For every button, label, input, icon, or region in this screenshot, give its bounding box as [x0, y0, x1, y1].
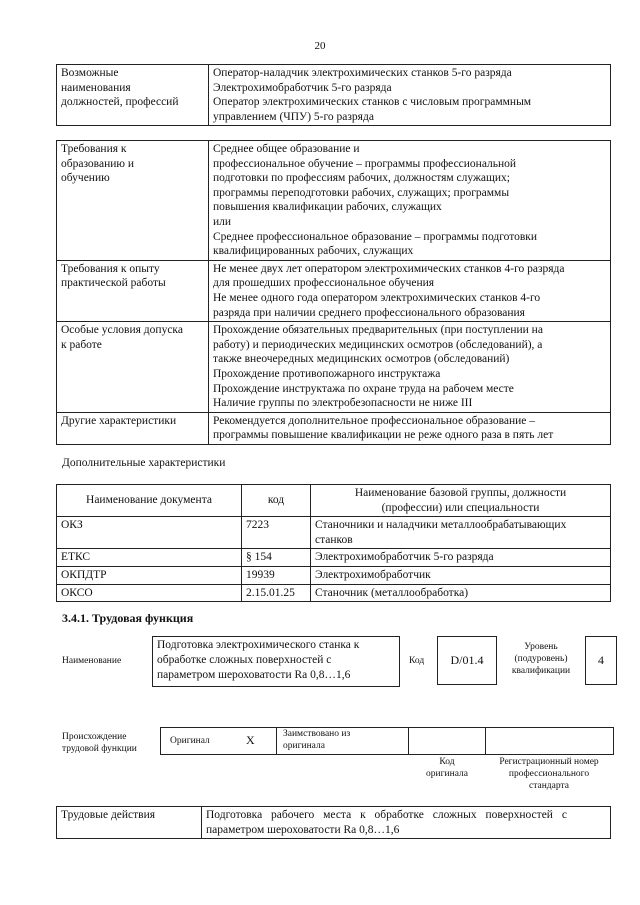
experience-value: Не менее двух лет оператором электрохимических станков 4-го разряда для прошедших профессиональное обучения Не менее одного года оператором электрохимических станков 4-го разряда при наличии среднего профессионального образования	[209, 260, 611, 321]
level-label: Уровень (подуровень) квалификации	[511, 642, 571, 676]
labor-actions-table	[56, 806, 611, 839]
original-label: Оригинал	[170, 736, 210, 746]
reg-number-caption: Регистрационный номер профессионального стандарта	[499, 757, 599, 791]
code-cell: § 154	[242, 549, 311, 567]
page-number: 20	[314, 40, 326, 52]
positions-table	[56, 64, 611, 126]
doc-cell: ОКПДТР	[57, 566, 242, 584]
education-label: Требования к образованию и обучению	[57, 141, 209, 261]
table-row	[57, 517, 611, 549]
code-cell: 19939	[242, 566, 311, 584]
section-title: Дополнительные характеристики	[62, 457, 226, 469]
table-row	[57, 807, 611, 839]
admission-label: Особые условия допуска к работе	[57, 322, 209, 413]
other-label: Другие характеристики	[57, 412, 209, 444]
table-header-row	[57, 485, 611, 517]
code-cell: 7223	[242, 517, 311, 549]
labor-actions-value: Подготовка рабочего места к обработке сложных поверхностей с параметром шероховатости Ra 0,8…1,6	[202, 807, 611, 839]
table-row	[57, 322, 611, 413]
divider	[485, 727, 486, 754]
positions-label: Возможные наименования должностей, профессий	[57, 65, 209, 126]
doc-cell: ЕТКС	[57, 549, 242, 567]
col-header-code: код	[242, 485, 311, 517]
table-row	[57, 549, 611, 567]
name-cell: Станочники и наладчики металлообрабатывающих станков	[311, 517, 611, 549]
borrowed-label: Заимствовано из оригинала	[283, 729, 351, 751]
table-row	[57, 260, 611, 321]
code-label: Код	[409, 656, 425, 666]
name-cell: Станочник (металлообработка)	[311, 584, 611, 602]
code-cell: 2.15.01.25	[242, 584, 311, 602]
education-value: Среднее общее образование и профессиональное обучение – программы профессиональной подготовки по профессиям рабочих, должностям служащих; программы переподготовки рабочих, служащих; программы повышения квалификации рабочих, служащих или Среднее профессиональное образование – программы подготовки квалифицированных рабочих, служащих	[209, 141, 611, 261]
table-row	[57, 584, 611, 602]
table-row	[57, 566, 611, 584]
doc-cell: ОКЗ	[57, 517, 242, 549]
table-row	[57, 412, 611, 444]
classifiers-table	[56, 484, 611, 602]
other-value: Рекомендуется дополнительное профессиональное образование – программы повышение квалификации не реже одного раза в пять лет	[209, 412, 611, 444]
name-cell: Электрохимобработчик	[311, 566, 611, 584]
divider	[276, 727, 277, 754]
doc-cell: ОКСО	[57, 584, 242, 602]
original-mark: X	[246, 733, 255, 747]
function-name-box: Подготовка электрохимического станка к обработке сложных поверхностей с параметром шероховатости Ra 0,8…1,6	[152, 636, 400, 687]
name-label: Наименование	[62, 656, 122, 666]
divider	[408, 727, 409, 754]
admission-value: Прохождение обязательных предварительных (при поступлении на работу) и периодических медицинских осмотров (обследований), а также внеочередных медицинских осмотров (обследований) Прохождение противопожарного инструктажа Прохождение инструктажа по охране труда на рабочем месте Наличие группы по электробезопасности не ниже III	[209, 322, 611, 413]
positions-value: Оператор-наладчик электрохимических станков 5-го разряда Электрохимобработчик 5-го разряда Оператор электрохимических станков с числовым программным управлением (ЧПУ) 5-го разряда	[209, 65, 611, 126]
function-code-box: D/01.4	[437, 636, 497, 685]
experience-label: Требования к опыту практической работы	[57, 260, 209, 321]
origin-row	[160, 727, 614, 755]
table-row	[57, 141, 611, 261]
col-header-name: Наименование базовой группы, должности (профессии) или специальности	[311, 485, 611, 517]
function-heading: 3.4.1. Трудовая функция	[62, 611, 194, 625]
col-header-doc: Наименование документа	[57, 485, 242, 517]
origin-label: Происхождение трудовой функции	[62, 732, 137, 754]
labor-actions-label: Трудовые действия	[57, 807, 202, 839]
requirements-table	[56, 140, 611, 445]
name-cell: Электрохимобработчик 5-го разряда	[311, 549, 611, 567]
code-original-caption: Код оригинала	[426, 757, 468, 779]
level-box: 4	[585, 636, 617, 685]
